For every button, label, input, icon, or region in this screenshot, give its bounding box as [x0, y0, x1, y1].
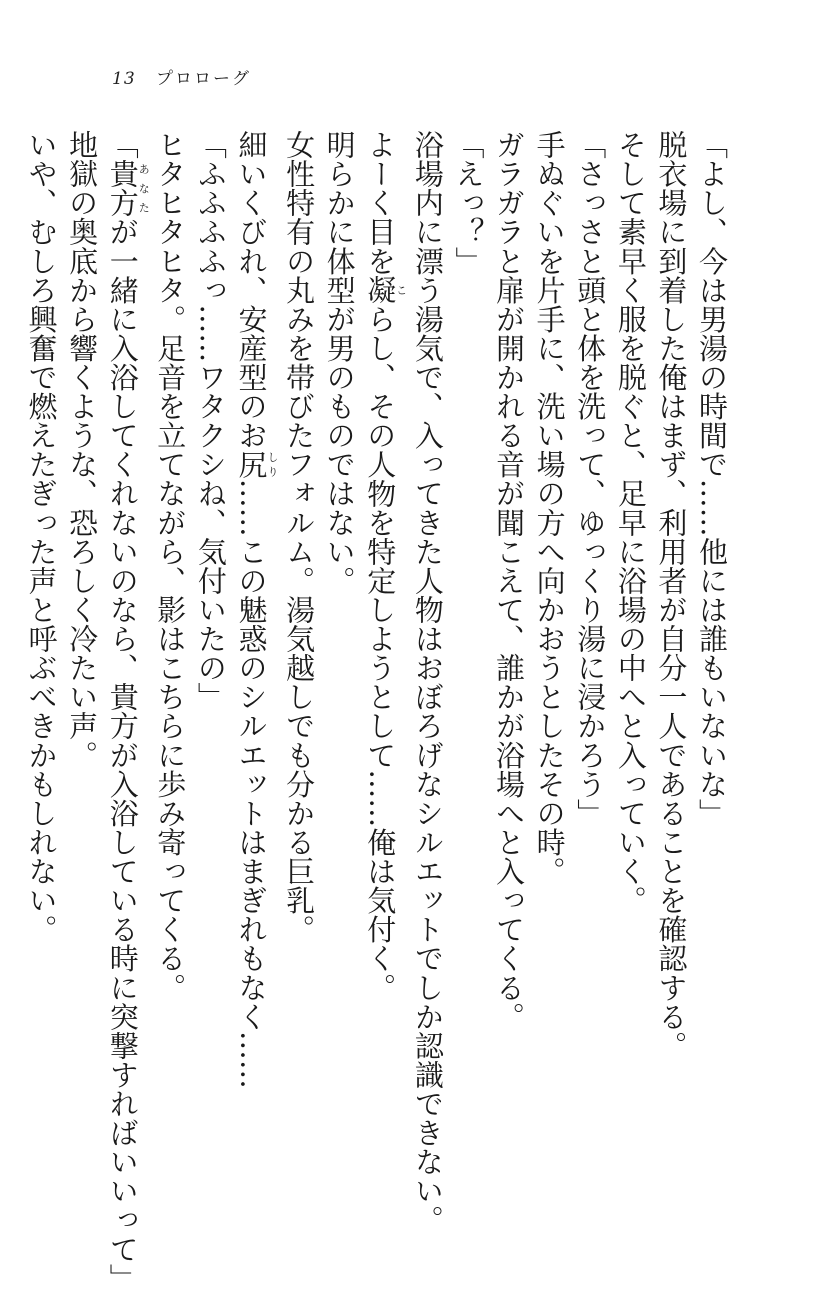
page-number: 13	[112, 69, 136, 89]
text-line: 「えっ？」	[451, 130, 486, 276]
text-line: そして素早く服を脱ぐと、足早に浴場の中へと入っていく。	[613, 130, 648, 915]
running-title: プロローグ	[156, 69, 252, 89]
page-header	[112, 64, 251, 89]
text-line: ガラガラと扉が開かれる音が聞こえて、誰かが浴場へと入ってくる。	[492, 130, 527, 1031]
text-line: 「さっさと頭と体を洗って、ゆっくり湯に浸かろう」	[573, 130, 608, 828]
text-line: 「貴方あなたが一緒に入浴してくれないのなら、貴方が入浴している時に突撃すればいいって」	[105, 130, 151, 1292]
text-line: 手ぬぐいを片手に、洗い場の方へ向かおうとしたその時。	[532, 130, 567, 886]
text-line: 「よし、今は男湯の時間で……他には誰もいないな」	[695, 130, 729, 828]
text-line: ヒタヒタヒタ。足音を立てながら、影はこちらに歩み寄ってくる。	[153, 130, 188, 1002]
text-line: 地獄の奥底から響くような、恐ろしく冷たい声。	[65, 130, 100, 770]
text-line: 「ふふふふっ……ワタクシね、気付いたの」	[193, 130, 228, 712]
body-text	[24, 130, 732, 1292]
text-line: 浴場内に漂う湯気で、入ってきた人物はおぼろげなシルエットでしか認識できない。	[410, 130, 445, 1235]
text-line: 女性特有の丸みを帯びたフォルム。湯気越しでも分かる巨乳。	[282, 130, 317, 944]
text-line: 細いくびれ、安産型のお尻しり……この魅惑のシルエットはまぎれもなく……	[234, 130, 279, 1089]
ruby-shiri: 尻しり	[234, 449, 279, 479]
text-line: よーく目を凝こらし、その人物を特定しようとして……俺は気付く。	[363, 130, 408, 1002]
ruby-anata: 貴方あなた	[105, 159, 151, 218]
ruby-gyo: 凝こ	[363, 275, 408, 305]
text-line: 脱衣場に到着した俺はまず、利用者が自分一人であることを確認する。	[654, 130, 689, 1060]
text-line: いや、むしろ興奮で燃えたぎった声と呼ぶべきかもしれない。	[24, 130, 59, 944]
text-line: 明らかに体型が男のものではない。	[322, 130, 357, 595]
